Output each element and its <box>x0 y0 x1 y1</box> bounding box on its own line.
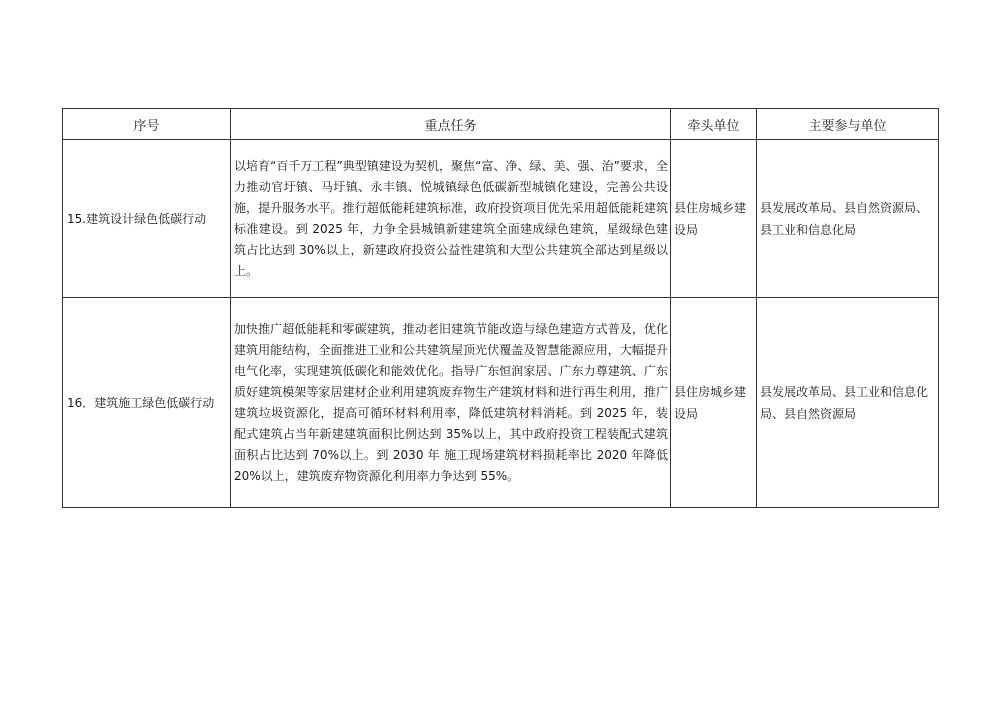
row-participant-units: 县发展改革局、县工业和信息化局、县自然资源局 <box>757 298 939 508</box>
header-participants: 主要参与单位 <box>757 109 939 140</box>
row-lead-unit: 县住房城乡建设局 <box>671 140 757 298</box>
row-participant-units: 县发展改革局、县自然资源局、县工业和信息化局 <box>757 140 939 298</box>
header-tasks: 重点任务 <box>231 109 671 140</box>
row-tasks: 以培育“百千万工程”典型镇建设为契机，聚焦“富、净、绿、美、强、治”要求，全力推动官圩镇、马圩镇、永丰镇、悦城镇绿色低碳新型城镇化建设，完善公共设施，提升服务水平。推行超低能耗建筑标准，政府投资项目优先采用超低能耗建筑标准建设。到 2025 年，力争全县城镇新建建筑全面建成绿色建筑，星级绿色建筑占比达到 30%以上，新建政府投资公益性建筑和大型公共建筑全部达到星级以上。 <box>231 140 671 298</box>
header-index: 序号 <box>63 109 231 140</box>
table-header-row <box>63 109 939 140</box>
table-row <box>63 140 939 298</box>
row-tasks: 加快推广超低能耗和零碳建筑，推动老旧建筑节能改造与绿色建造方式普及，优化建筑用能结构，全面推进工业和公共建筑屋顶光伏覆盖及智慧能源应用，大幅提升电气化率，实现建筑低碳化和能效优化。指导广东恒润家居、广东力尊建筑、广东质好建筑模架等家居建材企业利用建筑废弃物生产建筑材料和进行再生利用，推广建筑垃圾资源化，提高可循环材料利用率，降低建筑材料消耗。到 2025 年，装配式建筑占当年新建建筑面积比例达到 35%以上，其中政府投资工程装配式建筑面积占比达到 70%以上。到 2030 年 施工现场建筑材料损耗率比 2020 年降低 20%以上，建筑废弃物资源化利用率力争达到 55%。 <box>231 298 671 508</box>
row-name: 16．建筑施工绿色低碳行动 <box>63 298 231 508</box>
task-table <box>62 108 939 508</box>
header-lead: 牵头单位 <box>671 109 757 140</box>
row-lead-unit: 县住房城乡建设局 <box>671 298 757 508</box>
row-name: 15.建筑设计绿色低碳行动 <box>63 140 231 298</box>
table-row <box>63 298 939 508</box>
